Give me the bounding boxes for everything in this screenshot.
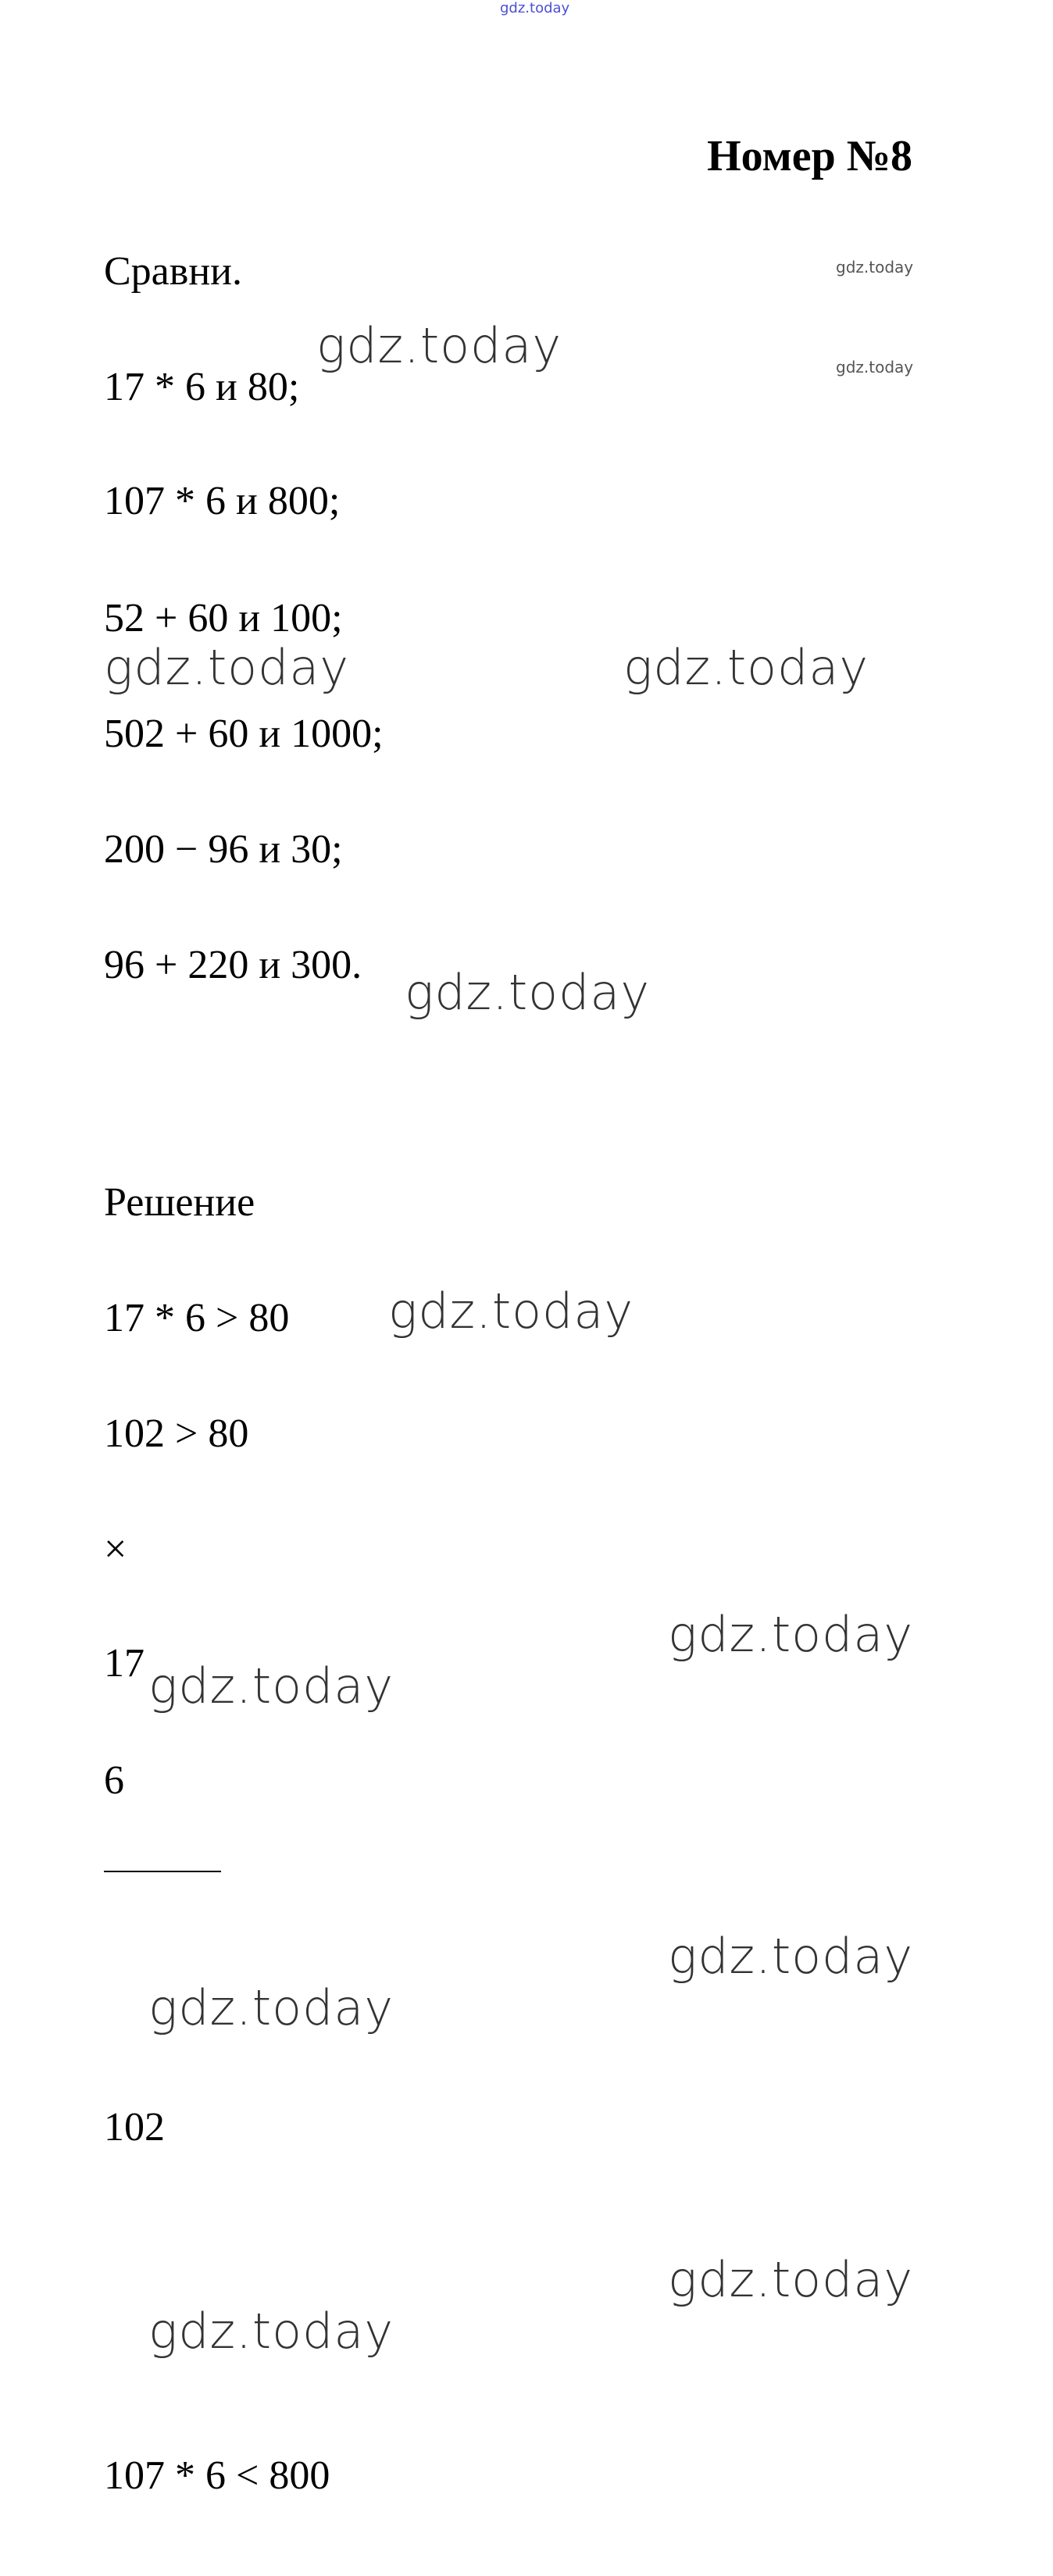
task-intro: Сравни.	[104, 249, 242, 294]
solution-line-last: 107 * 6 < 800	[104, 2453, 330, 2498]
watermark: gdz.today	[623, 639, 869, 696]
solution-heading: Решение	[104, 1180, 255, 1225]
watermark: gdz.today	[668, 1928, 914, 1985]
top-watermark: gdz.today	[500, 0, 570, 16]
column-operand-1: 17	[104, 1641, 145, 1686]
watermark: gdz.today	[148, 2303, 394, 2360]
watermark: gdz.today	[405, 964, 651, 1021]
task-item-4: 502 + 60 и 1000;	[104, 712, 384, 756]
watermark: gdz.today	[668, 2251, 914, 2308]
column-divider-line	[104, 1871, 221, 1872]
watermark: gdz.today	[668, 1606, 914, 1663]
solution-line-2: 102 > 80	[104, 1411, 249, 1456]
watermark-small: gdz.today	[836, 258, 914, 277]
task-item-2: 107 * 6 и 800;	[104, 479, 341, 523]
column-operand-2: 6	[104, 1758, 124, 1803]
watermark: gdz.today	[316, 317, 562, 374]
task-item-1: 17 * 6 и 80;	[104, 365, 300, 409]
watermark: gdz.today	[148, 1657, 394, 1714]
watermark-small: gdz.today	[836, 358, 914, 376]
watermark: gdz.today	[388, 1283, 634, 1340]
task-item-6: 96 + 220 и 300.	[104, 943, 362, 987]
multiplication-sign: ×	[104, 1527, 127, 1572]
solution-line-1: 17 * 6 > 80	[104, 1296, 290, 1340]
page-title: Номер №8	[707, 132, 912, 180]
task-item-3: 52 + 60 и 100;	[104, 596, 343, 640]
watermark: gdz.today	[104, 639, 350, 696]
column-result: 102	[104, 2105, 165, 2150]
watermark: gdz.today	[148, 1979, 394, 2036]
task-item-5: 200 − 96 и 30;	[104, 827, 343, 872]
